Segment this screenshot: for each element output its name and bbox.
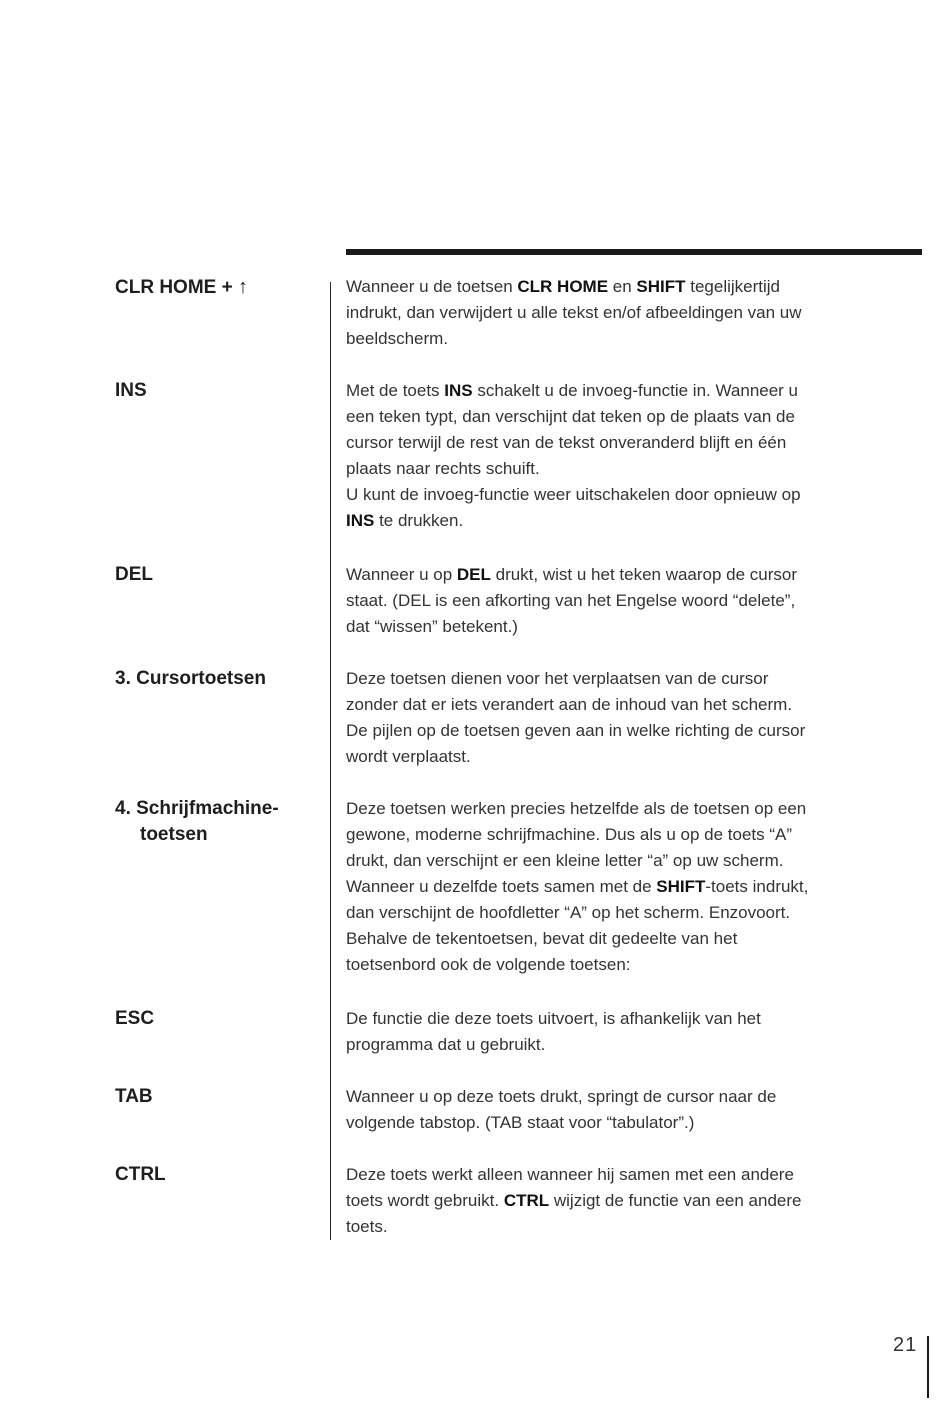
term-label: 4. Schrijfmachine- <box>115 798 279 819</box>
desc-clr-home <box>346 274 916 352</box>
key-name: SHIFT <box>636 277 686 296</box>
desc-line: een teken typt, dan verschijnt dat teken op de plaats van de <box>346 407 795 426</box>
key-name: INS <box>346 511 375 530</box>
desc-line: dat “wissen” betekent.) <box>346 617 518 636</box>
desc-line: plaats naar rechts schuift. <box>346 459 540 478</box>
term-label: DEL <box>115 564 153 585</box>
term-ins <box>115 378 315 404</box>
desc-del <box>346 562 916 640</box>
desc-esc <box>346 1006 916 1058</box>
desc-line: gewone, moderne schrijfmachine. Dus als u op de toets “A” <box>346 825 793 844</box>
key-name: SHIFT <box>656 877 706 896</box>
desc-line: Wanneer u op DEL drukt, wist u het teken waarop de cursor <box>346 565 798 584</box>
term-label: CLR HOME + <box>115 277 238 298</box>
desc-line: De pijlen op de toetsen geven aan in welke richting de cursor <box>346 721 806 740</box>
desc-ctrl <box>346 1162 916 1240</box>
page-number: 21 <box>893 1334 918 1356</box>
desc-line: Wanneer u op deze toets drukt, springt de cursor naar de <box>346 1087 777 1106</box>
top-rule <box>346 249 922 255</box>
page-number-bar <box>927 1336 929 1398</box>
desc-line: programma dat u gebruikt. <box>346 1035 546 1054</box>
desc-line: staat. (DEL is een afkorting van het Engelse woord “delete”, <box>346 591 796 610</box>
term-cursortoetsen <box>115 666 315 692</box>
term-label: INS <box>115 380 147 401</box>
desc-line: INS te drukken. <box>346 511 464 530</box>
desc-line: zonder dat er iets verandert aan de inhoud van het scherm. <box>346 695 793 714</box>
desc-ins <box>346 378 916 534</box>
desc-line: drukt, dan verschijnt er een kleine letter “a” op uw scherm. <box>346 851 784 870</box>
desc-line: wordt verplaatst. <box>346 747 471 766</box>
term-schrijfmachinetoetsen <box>115 796 315 848</box>
desc-line: toetsenbord ook de volgende toetsen: <box>346 955 631 974</box>
term-label: TAB <box>115 1086 153 1107</box>
key-name: CTRL <box>503 1191 550 1210</box>
term-del <box>115 562 315 588</box>
desc-line: Wanneer u de toetsen CLR HOME en SHIFT tegelijkertijd <box>346 277 781 296</box>
term-label: 3. Cursortoetsen <box>115 668 266 689</box>
desc-line: cursor terwijl de rest van de tekst onveranderd blijft en één <box>346 433 787 452</box>
desc-line: Deze toetsen werken precies hetzelfde als de toetsen op een <box>346 799 807 818</box>
desc-line: U kunt de invoeg-functie weer uitschakelen door opnieuw op <box>346 485 801 504</box>
desc-line: Deze toets werkt alleen wanneer hij samen met een andere <box>346 1165 794 1184</box>
desc-line: indrukt, dan verwijdert u alle tekst en/of afbeeldingen van uw <box>346 303 802 322</box>
key-name: INS <box>444 381 473 400</box>
desc-line: De functie die deze toets uitvoert, is afhankelijk van het <box>346 1009 761 1028</box>
column-divider <box>330 282 331 1240</box>
desc-schrijfmachinetoetsen <box>346 796 916 978</box>
desc-line: volgende tabstop. (TAB staat voor “tabulator”.) <box>346 1113 695 1132</box>
term-label: CTRL <box>115 1164 166 1185</box>
key-name: DEL <box>456 565 491 584</box>
term-esc <box>115 1006 315 1032</box>
term-label: ESC <box>115 1008 155 1029</box>
up-arrow-icon: ↑ <box>237 276 248 298</box>
desc-line: Deze toetsen dienen voor het verplaatsen van de cursor <box>346 669 769 688</box>
desc-tab <box>346 1084 916 1136</box>
desc-line: toets. <box>346 1217 388 1236</box>
term-clr-home <box>115 274 315 301</box>
desc-line: Met de toets INS schakelt u de invoeg-functie in. Wanneer u <box>346 381 799 400</box>
desc-line: toets wordt gebruikt. CTRL wijzigt de functie van een andere <box>346 1191 802 1210</box>
desc-line: Wanneer u dezelfde toets samen met de SHIFT-toets indrukt, <box>346 877 809 896</box>
term-tab <box>115 1084 315 1110</box>
key-name: CLR HOME <box>517 277 609 296</box>
term-ctrl <box>115 1162 315 1188</box>
desc-line: beeldscherm. <box>346 329 449 348</box>
term-label-line2: toetsen <box>140 824 208 845</box>
desc-line: Behalve de tekentoetsen, bevat dit gedeelte van het <box>346 929 738 948</box>
desc-cursortoetsen <box>346 666 916 770</box>
desc-line: dan verschijnt de hoofdletter “A” op het scherm. Enzovoort. <box>346 903 791 922</box>
